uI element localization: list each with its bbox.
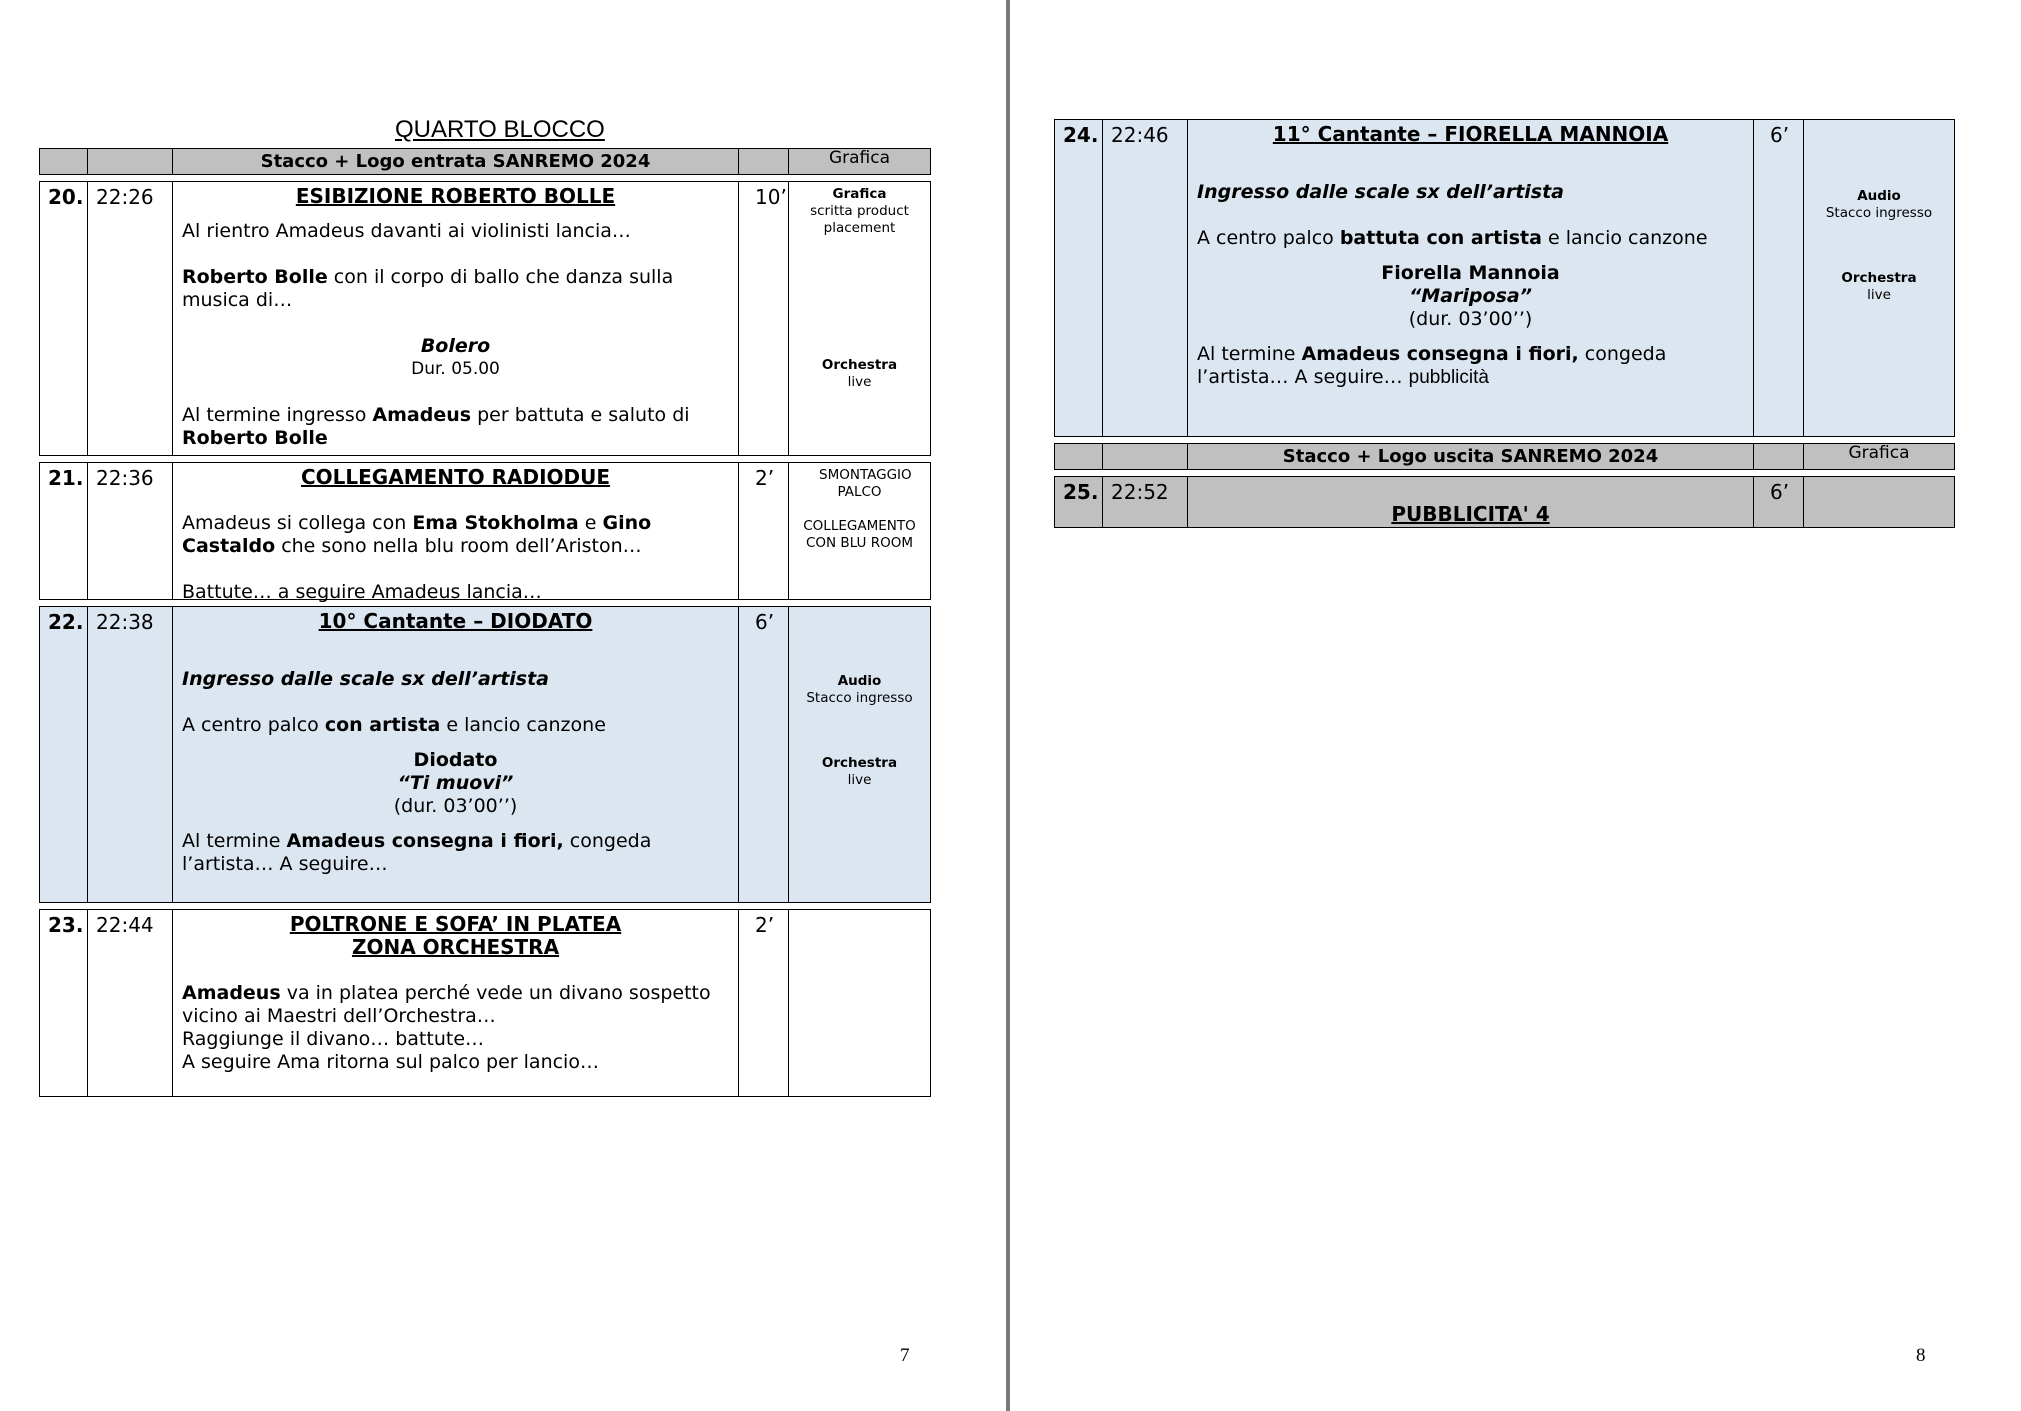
- row-text: Al termine: [1197, 343, 1302, 365]
- header-exit-label: Stacco + Logo uscita SANREMO 2024: [1188, 444, 1754, 469]
- header-entry-label: Stacco + Logo entrata SANREMO 2024: [173, 149, 739, 174]
- table-row-23: [39, 909, 931, 1097]
- row-time: 22:52: [1103, 477, 1188, 527]
- page-left: [0, 0, 1006, 1411]
- row-title: 11° Cantante – FIORELLA MANNOIA: [1272, 122, 1669, 146]
- note-text: scritta product placement: [810, 203, 909, 236]
- row-text: A centro palco: [182, 714, 325, 736]
- row-content: [1188, 120, 1754, 436]
- row-title: PUBBLICITA' 4: [1391, 502, 1550, 526]
- performer-name: Roberto Bolle: [182, 427, 328, 449]
- note-heading: Orchestra: [821, 755, 898, 771]
- header-exit-note: Grafica: [1848, 443, 1910, 463]
- row-notes: [1804, 120, 1954, 436]
- row-time: 22:38: [88, 607, 173, 902]
- song-duration: Dur. 05.00: [411, 359, 500, 379]
- row-bold: Amadeus consegna i fiori,: [1301, 343, 1579, 365]
- row-content: [173, 910, 739, 1096]
- row-line: [182, 714, 729, 737]
- row-text: e lancio canzone: [440, 714, 606, 736]
- header-num-cell: [1055, 444, 1103, 469]
- row-text: Al termine ingresso: [182, 404, 373, 426]
- table-row-20: [39, 181, 931, 456]
- row-text: che sono nella blu room dell’Ariston…: [275, 535, 642, 557]
- header-exit-row: [1054, 443, 1955, 470]
- performer-name: Roberto Bolle: [182, 266, 328, 288]
- row-number: 23.: [40, 910, 88, 1096]
- note-heading: Audio: [1857, 188, 1901, 204]
- header-time-cell: [1103, 444, 1188, 469]
- song-title: “Ti muovi”: [397, 772, 514, 794]
- row-number: 20.: [40, 182, 88, 455]
- song-duration: (dur. 03’00’’): [393, 795, 518, 817]
- row-line: [1197, 227, 1744, 250]
- artist-name: Fiorella Mannoia: [1381, 262, 1560, 284]
- row-line: Battute… a seguire Amadeus lancia…: [182, 581, 542, 603]
- note-heading: Grafica: [832, 186, 887, 202]
- row-number: 24.: [1055, 120, 1103, 436]
- row-number: 21.: [40, 463, 88, 599]
- row-duration: 6’: [739, 607, 789, 902]
- row-time: 22:26: [88, 182, 173, 455]
- note-heading: Orchestra: [1841, 270, 1917, 286]
- row-notes: [789, 463, 930, 599]
- row-line: [182, 404, 729, 450]
- row-text: congeda l’artista… A seguire…: [182, 830, 652, 875]
- row-time: 22:46: [1103, 120, 1188, 436]
- row-text: con il corpo di ballo che danza sulla musica di…: [182, 266, 674, 311]
- row-duration: 6’: [1754, 477, 1804, 527]
- row-content: [173, 463, 739, 603]
- note-text: SMONTAGGIO PALCO: [819, 467, 912, 500]
- row-number: 22.: [40, 607, 88, 902]
- row-text: va in platea perché vede un divano sospetto vicino ai Maestri dell’Orchestra…: [182, 982, 711, 1027]
- note-text: COLLEGAMENTO CON BLU ROOM: [803, 518, 916, 551]
- row-line: [182, 982, 729, 1028]
- row-text: e lancio canzone: [1541, 227, 1708, 249]
- page-number: 8: [1916, 1345, 1926, 1366]
- row-title: COLLEGAMENTO RADIODUE: [300, 465, 611, 489]
- row-line: [182, 830, 729, 876]
- row-line: [1197, 343, 1744, 389]
- row-title: 10° Cantante – DIODATO: [318, 609, 593, 633]
- page-right: [1010, 0, 2021, 1411]
- row-bold: con artista: [324, 714, 441, 736]
- row-notes: [1804, 477, 1954, 527]
- host-name: Amadeus: [182, 982, 281, 1004]
- row-content: [173, 607, 739, 902]
- artist-name: Diodato: [413, 749, 498, 771]
- row-text: congeda l’artista… A seguire…: [1197, 343, 1667, 388]
- entry-line: Ingresso dalle scale sx dell’artista: [1197, 181, 1565, 203]
- note-text: live: [847, 772, 872, 788]
- row-bold: battuta con artista: [1339, 227, 1542, 249]
- song-title: Bolero: [420, 335, 491, 357]
- note-heading: Audio: [837, 673, 882, 689]
- header-dur-cell: [739, 149, 789, 174]
- row-content: [1188, 477, 1754, 527]
- note-text: live: [1867, 287, 1891, 303]
- guest-name: Ema Stokholma: [412, 512, 579, 534]
- block-title: QUARTO BLOCCO: [395, 116, 605, 143]
- row-notes: [789, 182, 930, 455]
- header-dur-cell: [1754, 444, 1804, 469]
- row-line: Raggiunge il divano… battute…: [182, 1028, 485, 1050]
- row-content: [173, 182, 739, 455]
- note-heading: Orchestra: [821, 357, 898, 373]
- row-line: [182, 512, 729, 558]
- header-entry-note: Grafica: [828, 148, 891, 168]
- entry-line: Ingresso dalle scale sx dell’artista: [182, 668, 550, 690]
- row-notes: [789, 910, 930, 1096]
- table-row-21: [39, 462, 931, 603]
- row-text: Amadeus si collega con: [182, 512, 413, 534]
- host-name: Amadeus: [372, 404, 472, 426]
- song-duration: (dur. 03’00’’): [1408, 308, 1533, 330]
- note-text: Stacco ingresso: [1825, 205, 1933, 221]
- page-number: 7: [900, 1345, 910, 1366]
- row-line: [182, 266, 729, 312]
- row-time: 22:44: [88, 910, 173, 1096]
- row-text: per battuta e saluto di: [471, 404, 690, 426]
- table-row-22: [39, 606, 931, 903]
- row-notes: [789, 607, 930, 902]
- row-text: Al termine: [182, 830, 287, 852]
- row-bold: Amadeus consegna i fiori,: [286, 830, 564, 852]
- row-number: 25.: [1055, 477, 1103, 527]
- note-text: live: [847, 374, 872, 390]
- table-row-24: [1054, 119, 1955, 437]
- note-text: Stacco ingresso: [806, 690, 913, 706]
- row-text: e: [578, 512, 603, 534]
- row-time: 22:36: [88, 463, 173, 599]
- header-entry-row: [39, 148, 931, 175]
- table-row-25: [1054, 476, 1955, 528]
- row-line: Al rientro Amadeus davanti ai violinisti lancia…: [182, 220, 631, 242]
- song-title: “Mariposa”: [1409, 285, 1532, 307]
- row-text: pubblicità: [1408, 367, 1489, 388]
- row-line: [182, 1051, 729, 1074]
- row-title: POLTRONE E SOFA’ IN PLATEA: [289, 912, 622, 936]
- row-duration: 10’: [739, 182, 789, 455]
- row-text: Ama ritorna sul palco per lancio…: [271, 1051, 599, 1073]
- header-num-cell: [40, 149, 88, 174]
- header-time-cell: [88, 149, 173, 174]
- row-title: ZONA ORCHESTRA: [351, 935, 560, 959]
- row-duration: 6’: [1754, 120, 1804, 436]
- guest-name: Gino Castaldo: [182, 512, 652, 557]
- row-duration: 2’: [739, 463, 789, 599]
- row-duration: 2’: [739, 910, 789, 1096]
- row-text: A seguire: [182, 1051, 272, 1073]
- row-text: A centro palco: [1197, 227, 1340, 249]
- row-title: ESIBIZIONE ROBERTO BOLLE: [295, 184, 616, 208]
